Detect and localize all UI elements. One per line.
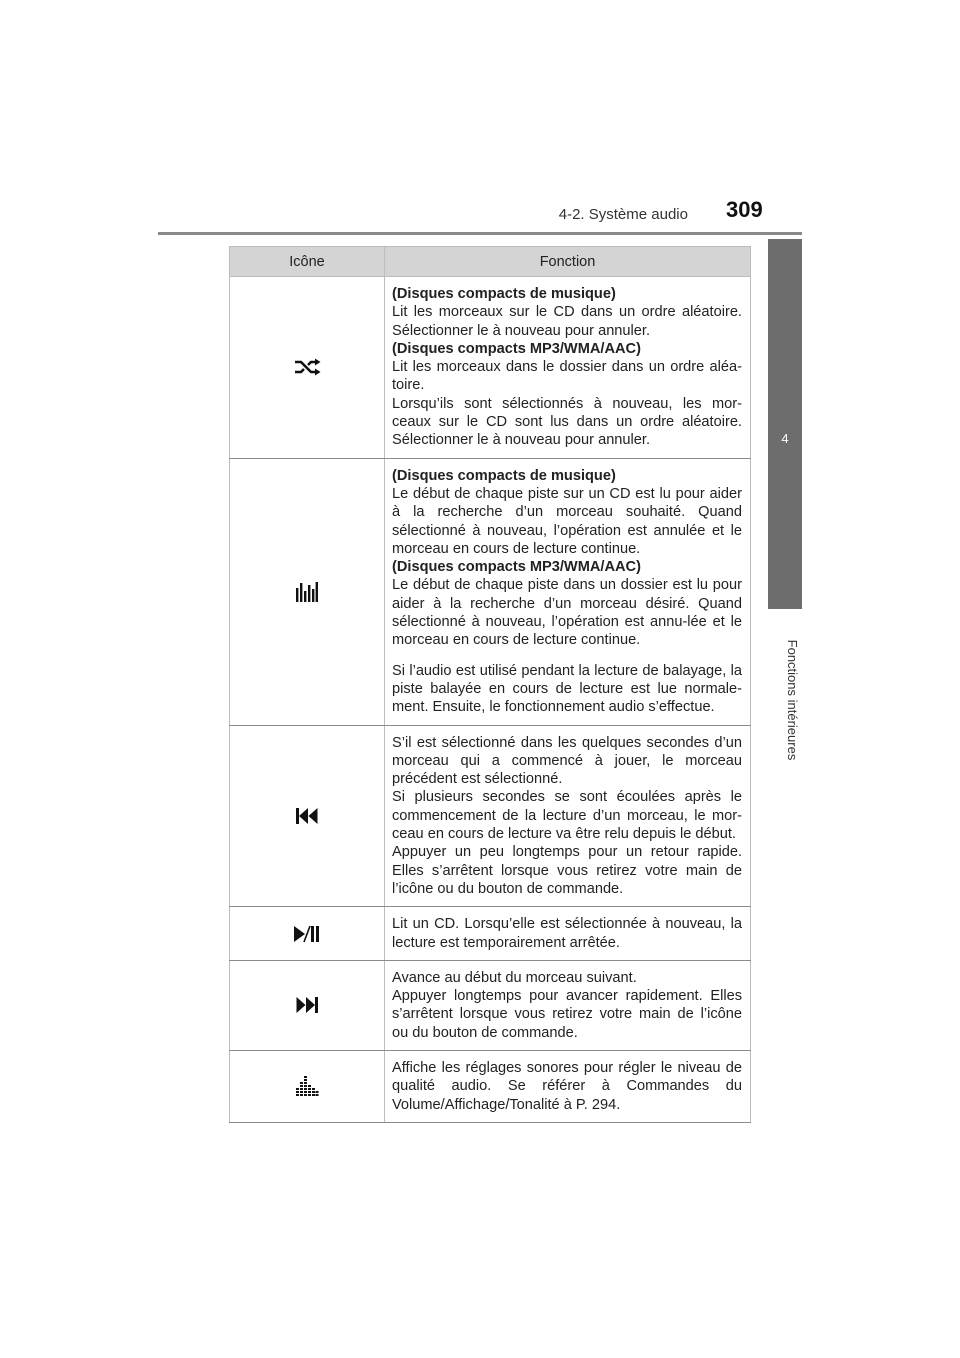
row-paragraph: Le début de chaque piste sur un CD est lu pour aider à la recherche d’un morceau souhaité. Quand sélectionné à nouveau, l’opération est annulée et le morceau en cours de lecture continue.: [392, 485, 742, 557]
icon-cell: [230, 960, 385, 1050]
table-row: [230, 277, 751, 459]
row-paragraph: Avance au début du morceau suivant.: [392, 969, 637, 986]
row-paragraph: Affiche les réglages sonores pour régler le niveau de qualité audio. Se référer à Commandes du Volume/Affichage/Tonalité à P. 294.: [392, 1059, 742, 1113]
table-header-row: [230, 247, 751, 277]
function-table: [229, 246, 751, 1123]
table-row: [230, 725, 751, 907]
page-number: 309: [726, 197, 763, 222]
row-paragraph: Appuyer longtemps pour avancer rapidement. Elles s’arrêtent lorsque vous retirez votre main de l’icône ou du bouton de commande.: [392, 988, 742, 1041]
icon-cell: [230, 725, 385, 907]
function-cell: [385, 725, 751, 907]
function-cell: [385, 277, 751, 459]
row-paragraph: S’il est sélectionné dans les quelques secondes d’un morceau qui a commencé à jouer, le morceau précédent est sélectionné.: [392, 734, 742, 788]
icon-cell: [230, 907, 385, 961]
icon-cell: [230, 458, 385, 725]
skip-forward-icon: [231, 997, 383, 1013]
function-cell: [385, 458, 751, 725]
row-paragraph: (Disques compacts de musique): [392, 467, 616, 484]
chapter-number: 4: [781, 431, 789, 446]
table-row: [230, 1050, 751, 1122]
row-paragraph: (Disques compacts de musique): [392, 286, 616, 302]
header-rule: [158, 232, 802, 235]
table-row: [230, 960, 751, 1050]
function-cell: [385, 1050, 751, 1122]
row-paragraph: Le début de chaque piste dans un dossier est lu pour aider à la recherche d’un morceau désiré. Quand sélectionné à nouveau, l’opération est annu-lée et le morceau en cours de lecture continue.: [392, 577, 742, 649]
section-title: 4-2. Système audio: [558, 206, 688, 223]
scan-icon: [231, 582, 383, 602]
play-pause-icon: [231, 925, 383, 943]
table-row: [230, 458, 751, 725]
icon-cell: [230, 1050, 385, 1122]
row-paragraph: Appuyer un peu longtemps pour un retour rapide. Elles s’arrêtent lorsque vous retirez votre main de l’icône ou du bouton de commande.: [392, 844, 742, 897]
function-cell: [385, 907, 751, 961]
row-paragraph: Si plusieurs secondes se sont écoulées après le commencement de la lecture d’un morceau, le mor-ceau en cours de lecture va être relu depuis le début.: [392, 789, 742, 843]
row-paragraph: Lorsqu’ils sont sélectionnés à nouveau, les mor-ceaux sur le CD sont lus dans un ordre aléatoire. Sélectionner le à nouveau pour annuler.: [392, 395, 742, 449]
function-cell: [385, 960, 751, 1050]
header-function-column: Fonction: [385, 247, 751, 277]
chapter-label: Fonctions intérieures: [785, 639, 800, 761]
shuffle-icon: [231, 358, 383, 376]
icon-cell: [230, 277, 385, 459]
chapter-tab: [768, 239, 802, 609]
row-paragraph: (Disques compacts MP3/WMA/AAC): [392, 559, 641, 576]
equalizer-icon: [231, 1076, 383, 1096]
table-row: [230, 907, 751, 961]
row-paragraph: Lit les morceaux sur le CD dans un ordre aléatoire. Sélectionner le à nouveau pour annuler.: [392, 304, 742, 339]
row-paragraph: Lit un CD. Lorsqu’elle est sélectionnée à nouveau, la lecture est temporairement arrêtée.: [392, 916, 742, 951]
row-paragraph: (Disques compacts MP3/WMA/AAC): [392, 340, 641, 357]
page-header: [0, 0, 960, 240]
header-icon-column: Icône: [230, 247, 385, 277]
row-paragraph: Si l’audio est utilisé pendant la lecture de balayage, la piste balayée en cours de lecture est lue normale-ment. Ensuite, le fonctionnement audio s’effectue.: [392, 662, 742, 716]
skip-back-icon: [231, 808, 383, 824]
row-paragraph: Lit les morceaux dans le dossier dans un ordre aléa-toire.: [392, 359, 742, 394]
